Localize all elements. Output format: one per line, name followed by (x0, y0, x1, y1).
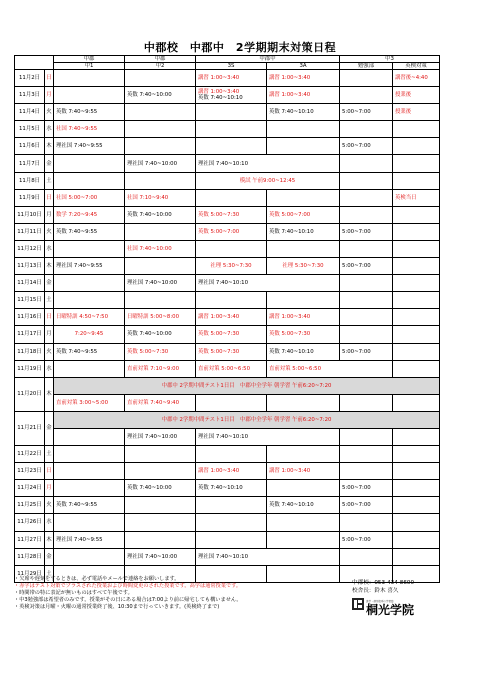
schedule-cell (125, 138, 196, 155)
date-cell: 11月5日 (15, 121, 45, 138)
schedule-cell: 直前対策 5:00~6:50 (196, 360, 267, 377)
weekday-cell: 土 (45, 172, 54, 189)
schedule-row (15, 428, 440, 445)
schedule-cell: 理社国 7:40~9:55 (54, 258, 125, 275)
date-cell: 11月28日 (15, 548, 45, 565)
schedule-row (15, 548, 440, 565)
date-cell: 11月18日 (15, 343, 45, 360)
schedule-cell: 5:00~7:00 (340, 104, 393, 121)
schedule-cell (125, 446, 196, 463)
weekday-cell: 水 (45, 360, 54, 377)
schedule-cell: 理社国 7:40~9:55 (54, 138, 125, 155)
schedule-cell (393, 428, 440, 445)
weekday-cell: 土 (45, 292, 54, 309)
schedule-cell (267, 121, 340, 138)
schedule-cell (340, 326, 393, 343)
weekday-cell: 水 (45, 514, 54, 531)
weekday-cell: 金 (45, 155, 54, 172)
schedule-cell: 講習 1:00~3:40 英数 7:40~10:10 (196, 87, 267, 104)
schedule-cell: 理社国 7:40~10:00 (125, 155, 196, 172)
weekday-cell: 金 (45, 275, 54, 292)
schedule-cell (340, 548, 393, 565)
schedule-cell: 講習後~4:40 (393, 70, 440, 87)
weekday-cell: 日 (45, 309, 54, 326)
schedule-cell: 理社国 7:40~10:00 (125, 548, 196, 565)
header-sub-4: 3A (267, 63, 340, 70)
weekday-cell: 木 (45, 258, 54, 275)
schedule-cell: 英数 5:00~7:00 (196, 223, 267, 240)
date-cell: 11月10日 (15, 206, 45, 223)
schedule-cell: 社国 7:40~9:55 (54, 121, 125, 138)
schedule-row (15, 309, 440, 326)
schedule-cell (393, 463, 440, 480)
schedule-cell (340, 206, 393, 223)
schedule-cell: 英数 7:40~10:10 (267, 104, 340, 121)
schedule-cell: 直前対策 3:00~5:00 (54, 394, 125, 411)
schedule-cell (196, 240, 267, 257)
weekday-cell: 水 (45, 121, 54, 138)
schedule-cell (125, 497, 196, 514)
schedule-cell: 直前対策 5:00~6:50 (267, 360, 393, 377)
note-item: ・英検対策は月曜・火曜の通常授業終了後、10:30まで行っていきます。(英検終了まで) (14, 604, 220, 611)
schedule-cell (393, 275, 440, 292)
date-cell: 11月24日 (15, 480, 45, 497)
schedule-cell (196, 189, 267, 206)
date-cell: 11月29日 (15, 565, 45, 582)
note-item: ・欠席や遅刻をするときは、必ず電話やメールで連絡をお願いします。 (14, 576, 180, 582)
schedule-cell (340, 155, 393, 172)
schedule-cell (125, 292, 196, 309)
schedule-cell (393, 292, 440, 309)
schedule-cell (393, 326, 440, 343)
schedule-cell (125, 172, 196, 189)
schedule-cell: 英数 5:00~7:00 (267, 206, 340, 223)
schedule-row (15, 240, 440, 257)
schedule-cell (393, 138, 440, 155)
schedule-cell: 社理 5:30~7:30 (196, 258, 267, 275)
schedule-cell (393, 497, 440, 514)
schedule-cell: 英数 7:40~9:55 (54, 343, 125, 360)
schedule-cell (340, 292, 393, 309)
schedule-cell: 英数 5:00~7:30 (125, 343, 196, 360)
schedule-cell (393, 394, 440, 411)
schedule-cell (267, 292, 340, 309)
schedule-cell: 理社国 7:40~10:10 (196, 155, 340, 172)
schedule-cell: 社国 5:00~7:00 (54, 189, 125, 206)
schedule-cell (393, 514, 440, 531)
schedule-cell: 英数 7:40~9:55 (54, 223, 125, 240)
schedule-row (15, 514, 440, 531)
schedule-cell (393, 531, 440, 548)
date-cell: 11月12日 (15, 240, 45, 257)
logo-tagline: 進学・個別指導の学習塾 (366, 600, 394, 603)
header-group-2: 中郡 (125, 56, 196, 63)
schedule-cell (267, 446, 340, 463)
date-cell: 11月9日 (15, 189, 45, 206)
schedule-cell (54, 292, 125, 309)
schedule-cell (393, 172, 440, 189)
date-cell: 11月2日 (15, 70, 45, 87)
header-sub-1: 中1 (54, 63, 125, 70)
date-cell: 11月23日 (15, 463, 45, 480)
schedule-cell (340, 446, 393, 463)
schedule-cell: 日曜特訓 4:50~7:50 (54, 309, 125, 326)
schedule-cell: 講習 1:00~3:40 (196, 309, 267, 326)
schedule-cell: 英数 7:40~10:10 (267, 223, 340, 240)
schedule-cell: 数学 7:20~9:45 (54, 206, 125, 223)
schedule-cell (54, 446, 125, 463)
weekday-cell: 火 (45, 497, 54, 514)
schedule-cell (196, 394, 267, 411)
schedule-cell: 講習 1:00~3:40 (196, 70, 267, 87)
schedule-cell: 5:00~7:00 (340, 138, 393, 155)
school-head: 校舎長：鈴木 喜久 (352, 587, 399, 594)
header-group-row (15, 56, 440, 63)
schedule-cell (340, 309, 393, 326)
weekday-cell: 木 (45, 377, 54, 411)
schedule-cell: 英数 7:40~10:00 (125, 206, 196, 223)
schedule-cell (125, 463, 196, 480)
schedule-cell: 7:20~9:45 (54, 326, 125, 343)
schedule-cell: 理社国 7:40~10:10 (196, 428, 340, 445)
schedule-cell (196, 104, 267, 121)
weekday-cell: 金 (45, 548, 54, 565)
schedule-cell (125, 531, 196, 548)
schedule-row (15, 104, 440, 121)
schedule-cell (196, 446, 267, 463)
schedule-cell (54, 548, 125, 565)
schedule-cell (196, 121, 267, 138)
weekday-cell: 日 (45, 463, 54, 480)
page-title: 中郡校 中郡中 2学期期末対策日程 (143, 41, 337, 54)
schedule-cell: 日曜特訓 5:00~8:00 (125, 309, 196, 326)
date-cell: 11月22日 (15, 446, 45, 463)
schedule-cell: 5:00~7:00 (340, 223, 393, 240)
schedule-cell (393, 206, 440, 223)
weekday-cell: 土 (45, 565, 54, 582)
header-sub-row (15, 63, 440, 70)
schedule-cell: 講習 1:00~3:40 (267, 87, 340, 104)
date-cell: 11月27日 (15, 531, 45, 548)
schedule-cell: 英数 7:40~10:00 (125, 480, 196, 497)
date-cell: 11月6日 (15, 138, 45, 155)
schedule-cell (54, 463, 125, 480)
schedule-cell (54, 172, 125, 189)
schedule-cell (54, 428, 125, 445)
schedule-cell (196, 292, 267, 309)
date-cell: 11月7日 (15, 155, 45, 172)
schedule-row (15, 343, 440, 360)
weekday-cell: 水 (45, 240, 54, 257)
schedule-cell: 模試 午前9:00~12:45 (196, 172, 340, 189)
schedule-cell (125, 258, 196, 275)
schedule-cell: 理社国 7:40~10:10 (196, 275, 340, 292)
weekday-cell: 木 (45, 531, 54, 548)
schedule-cell: 5:00~7:00 (340, 531, 393, 548)
schedule-cell (340, 172, 393, 189)
weekday-cell: 月 (45, 87, 54, 104)
schedule-cell (340, 70, 393, 87)
schedule-row (15, 531, 440, 548)
schedule-row (15, 360, 440, 377)
weekday-cell: 月 (45, 480, 54, 497)
schedule-cell: 英数 5:00~7:30 (196, 326, 267, 343)
schedule-cell (340, 240, 393, 257)
date-cell: 11月8日 (15, 172, 45, 189)
schedule-cell (54, 70, 125, 87)
weekday-cell: 火 (45, 104, 54, 121)
note-item: ・時間帯の特に表記が無いものはすべて午後です。 (14, 590, 133, 597)
weekday-cell: 月 (45, 206, 54, 223)
schedule-cell (267, 138, 340, 155)
schedule-cell: 講習 1:00~3:40 (267, 70, 340, 87)
schedule-cell: 中郡中 2学期中間テスト1日目 中郡中全学年 朝学習 午前6:20~7:20 (54, 377, 440, 394)
date-cell: 11月17日 (15, 326, 45, 343)
notes (14, 576, 344, 611)
schedule-row (15, 87, 440, 104)
schedule-cell: 英数 7:40~9:55 (54, 497, 125, 514)
schedule-cell: 英数 7:40~10:00 (125, 326, 196, 343)
schedule-row (15, 275, 440, 292)
schedule-row (15, 172, 440, 189)
schedule-cell: 英数 7:40~10:10 (267, 497, 340, 514)
date-cell: 11月20日 (15, 377, 45, 411)
schedule-cell: 理社国 7:40~9:55 (54, 531, 125, 548)
weekday-cell: 月 (45, 326, 54, 343)
schedule-cell: 英検当日 (393, 189, 440, 206)
schedule-cell: 直前対策 7:40~9:40 (125, 394, 196, 411)
schedule-cell (125, 70, 196, 87)
schedule-cell (267, 480, 340, 497)
weekday-cell: 火 (45, 223, 54, 240)
weekday-cell: 土 (45, 446, 54, 463)
schedule-row (15, 446, 440, 463)
schedule-cell (54, 480, 125, 497)
schedule-cell: 英数 7:40~9:55 (54, 104, 125, 121)
schedule-cell (54, 87, 125, 104)
schedule-row (15, 377, 440, 394)
schedule-cell: 直前対策 7:10~9:00 (125, 360, 196, 377)
logo-name: 桐光学院 (366, 603, 415, 617)
schedule-cell: 中郡中 2学期中間テスト1日目 中郡中全学年 朝学習 午前6:20~7:20 (54, 411, 440, 428)
weekday-cell: 日 (45, 189, 54, 206)
date-cell: 11月4日 (15, 104, 45, 121)
weekday-cell: 火 (45, 343, 54, 360)
schedule-cell (393, 121, 440, 138)
schedule-cell (125, 121, 196, 138)
schedule-cell (340, 428, 393, 445)
schedule-cell: 5:00~7:00 (340, 497, 393, 514)
schedule-row (15, 121, 440, 138)
schedule-cell (196, 138, 267, 155)
schedule-cell: 5:00~7:00 (340, 480, 393, 497)
schedule-cell (393, 223, 440, 240)
schedule-cell: 理社国 7:40~10:00 (125, 428, 196, 445)
schedule-cell (196, 531, 267, 548)
schedule-cell (340, 463, 393, 480)
schedule-cell: 講習 1:00~3:40 (267, 309, 340, 326)
schedule-cell (54, 360, 125, 377)
schedule-cell (340, 514, 393, 531)
schedule-row (15, 223, 440, 240)
schedule-cell: 授業後 (393, 104, 440, 121)
schedule-cell: 5:00~7:00 (340, 258, 393, 275)
date-cell: 11月14日 (15, 275, 45, 292)
schedule-cell (54, 275, 125, 292)
date-cell: 11月3日 (15, 87, 45, 104)
schedule-cell (267, 394, 340, 411)
phone-number: 中郡校：053-434-8600 (352, 580, 415, 586)
date-cell: 11月13日 (15, 258, 45, 275)
header-sub-2: 中2 (125, 63, 196, 70)
schedule-cell (393, 258, 440, 275)
schedule-cell: 授業後 (393, 87, 440, 104)
schedule-row (15, 258, 440, 275)
schedule-cell (340, 394, 393, 411)
schedule-cell (340, 87, 393, 104)
date-cell: 11月26日 (15, 514, 45, 531)
schedule-cell (340, 189, 393, 206)
schedule-cell (393, 548, 440, 565)
schedule-row (15, 292, 440, 309)
schedule-cell: 理社国 7:40~10:00 (125, 275, 196, 292)
schedule-cell: 5:00~7:00 (340, 343, 393, 360)
schedule-cell: 英数 7:40~10:10 (267, 343, 340, 360)
schedule-cell (54, 240, 125, 257)
schedule-cell (125, 223, 196, 240)
schedule-row (15, 411, 440, 428)
weekday-cell: 木 (45, 138, 54, 155)
schedule-cell: 社理 5:30~7:30 (267, 258, 340, 275)
date-cell: 11月25日 (15, 497, 45, 514)
date-cell: 11月11日 (15, 223, 45, 240)
schedule-cell: 講習 1:00~3:40 (267, 463, 340, 480)
header-corner (15, 56, 54, 70)
schedule-row (15, 480, 440, 497)
schedule-row (15, 138, 440, 155)
schedule-cell: 英数 5:00~7:30 (196, 343, 267, 360)
weekday-cell: 金 (45, 411, 54, 445)
schedule-cell (393, 309, 440, 326)
schedule-cell (125, 104, 196, 121)
schedule-cell (125, 514, 196, 531)
schedule-cell: 英数 7:40~10:10 (196, 480, 267, 497)
date-cell: 11月19日 (15, 360, 45, 377)
schedule-cell (267, 240, 340, 257)
schedule-cell (267, 189, 340, 206)
date-cell: 11月16日 (15, 309, 45, 326)
schedule-cell (267, 514, 340, 531)
schedule-cell: 理社国 7:40~10:10 (196, 548, 340, 565)
schedule-row (15, 463, 440, 480)
header-group-4: 中3 (340, 56, 440, 63)
header-sub-3: 3S (196, 63, 267, 70)
header-sub-5: 勉強部 (340, 63, 393, 70)
schedule-cell (393, 446, 440, 463)
schedule-row (15, 326, 440, 343)
schedule-cell (393, 155, 440, 172)
header-group-1: 中郡 (54, 56, 125, 63)
schedule-cell (54, 155, 125, 172)
schedule-row (15, 189, 440, 206)
note-item: ・赤字はテスト対策でプラスされた授業および時間変更のされた授業です。高学は通常授業です。 (14, 583, 242, 590)
schedule-cell: 英数 5:00~7:30 (196, 206, 267, 223)
schedule-cell (393, 343, 440, 360)
date-cell: 11月15日 (15, 292, 45, 309)
schedule-row (15, 206, 440, 223)
schedule-cell: 英数 7:40~10:00 (125, 87, 196, 104)
schedule-cell: 社国 7:10~9:40 (125, 189, 196, 206)
weekday-cell: 日 (45, 70, 54, 87)
schedule-cell: 社国 7:40~10:00 (125, 240, 196, 257)
schedule-cell (340, 275, 393, 292)
schedule-cell: 英数 5:00~7:30 (267, 326, 340, 343)
schedule-cell (54, 514, 125, 531)
contact-info (352, 580, 414, 595)
header-sub-6: 英検対策 (393, 63, 440, 70)
schedule-cell (267, 531, 340, 548)
schedule-cell (340, 121, 393, 138)
schedule-row (15, 497, 440, 514)
schedule-table (14, 55, 440, 583)
school-logo-icon (352, 598, 364, 610)
schedule-row (15, 394, 440, 411)
schedule-row (15, 70, 440, 87)
note-item: ・中3勉強部は希望者のみです。授業がその日にある場合は7:00より前に帰宅しても構いません。 (14, 597, 242, 604)
header-group-3: 中郡中 (196, 56, 340, 63)
schedule-cell (196, 514, 267, 531)
schedule-cell (393, 480, 440, 497)
schedule-cell (393, 360, 440, 377)
schedule-cell (196, 497, 267, 514)
schedule-row (15, 155, 440, 172)
schedule-cell (393, 240, 440, 257)
date-cell: 11月21日 (15, 411, 45, 445)
schedule-cell: 講習 1:00~3:40 (196, 463, 267, 480)
